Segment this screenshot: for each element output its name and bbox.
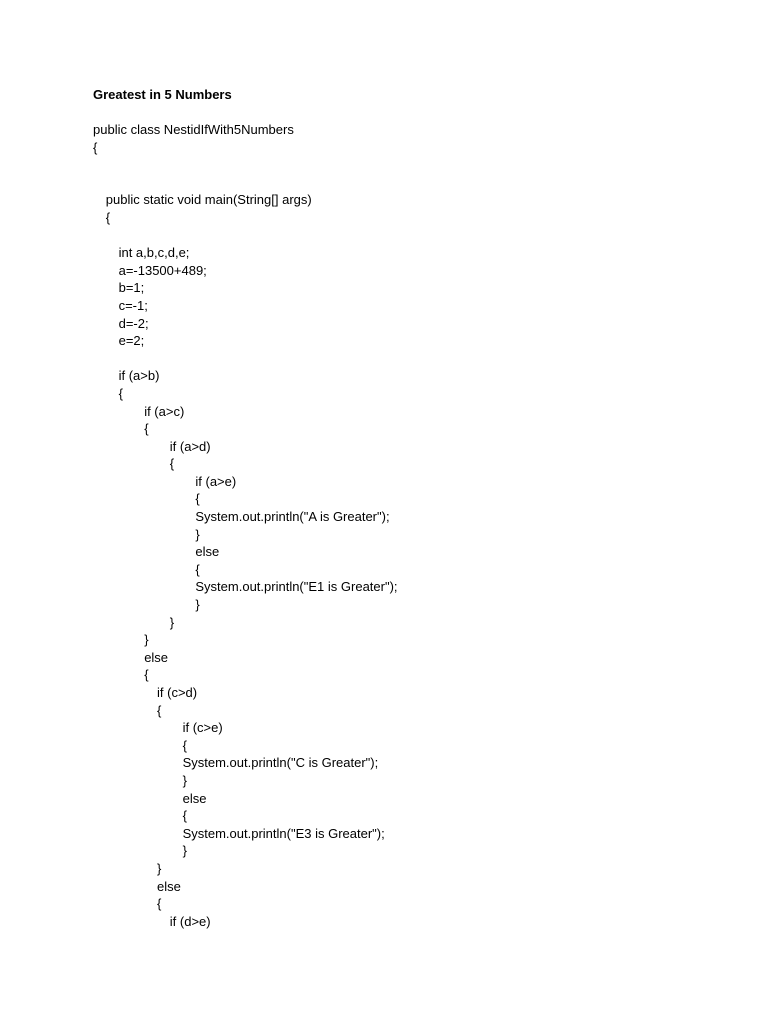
code-line <box>93 350 733 368</box>
code-line: if (c>d) <box>157 685 198 700</box>
code-line: { <box>182 737 187 753</box>
code-line: System.out.println("E3 is Greater"); <box>182 825 385 841</box>
code-line <box>93 156 733 174</box>
code-line: { <box>182 808 187 824</box>
code-line: if (d>e) <box>169 913 211 929</box>
code-line: } <box>195 597 200 613</box>
code-line: { <box>195 491 200 507</box>
code-line: else <box>157 878 181 894</box>
code-line: else <box>182 790 207 806</box>
document-title: Greatest in 5 Numbers <box>93 87 232 102</box>
code-line: public class NestidIfWith5Numbers <box>93 122 294 137</box>
document-body <box>93 86 733 930</box>
code-block <box>93 121 733 930</box>
code-line: } <box>157 860 162 876</box>
code-line: { <box>169 456 175 472</box>
code-line: b=1; <box>118 280 145 296</box>
code-line: } <box>182 772 187 788</box>
code-line: { <box>195 561 200 577</box>
code-line: { <box>144 421 149 437</box>
code-line <box>93 227 733 245</box>
code-line: c=-1; <box>118 297 148 313</box>
code-line: System.out.println("C is Greater"); <box>182 755 379 771</box>
code-line: if (c>e) <box>182 720 223 736</box>
code-line: } <box>182 843 187 859</box>
code-line: { <box>157 896 162 912</box>
code-line: System.out.println("A is Greater"); <box>195 509 390 525</box>
code-line: System.out.println("E1 is Greater"); <box>195 579 398 595</box>
code-line <box>93 174 733 192</box>
code-line: d=-2; <box>118 315 149 331</box>
code-line: } <box>195 526 200 542</box>
code-line: } <box>169 614 175 630</box>
code-line: public static void main(String[] args) <box>105 192 312 208</box>
code-line: { <box>93 139 98 155</box>
code-line: if (a>b) <box>118 368 160 384</box>
code-line: { <box>105 209 111 225</box>
code-line: } <box>144 632 149 648</box>
code-line: else <box>144 649 169 665</box>
code-line: if (a>e) <box>195 473 237 489</box>
code-line: if (a>c) <box>144 403 185 419</box>
code-line: { <box>144 667 149 683</box>
code-line: int a,b,c,d,e; <box>118 245 190 261</box>
code-line: { <box>118 385 123 401</box>
code-line: if (a>d) <box>169 438 211 454</box>
code-line: else <box>195 544 220 560</box>
code-line: { <box>157 702 162 718</box>
code-line: e=2; <box>118 333 145 349</box>
code-line: a=-13500+489; <box>118 262 207 278</box>
